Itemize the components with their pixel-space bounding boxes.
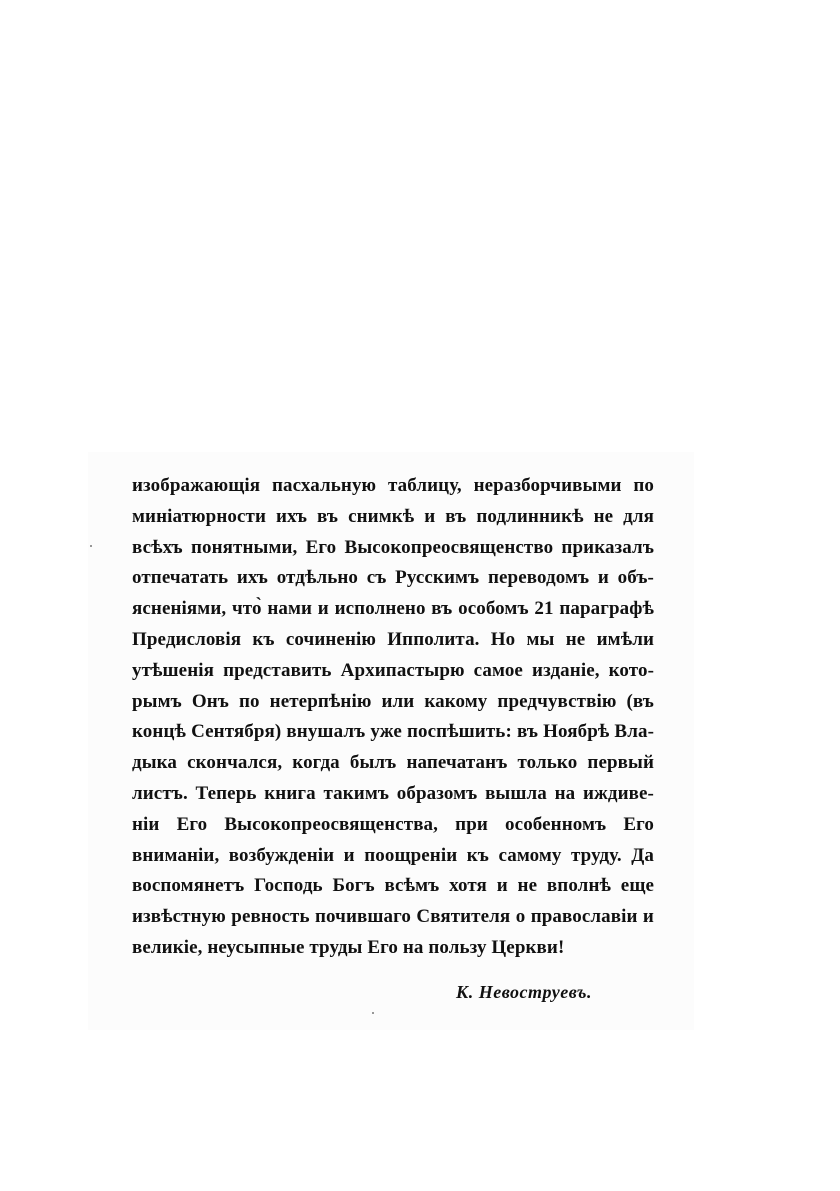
- text-line: изображающія пасхальную таблицу, неразборчивыми по: [132, 475, 654, 496]
- text-line: концѣ Сентября) внушалъ уже поспѣшить: въ Ноябрѣ Вла-: [132, 721, 654, 743]
- text-line: отпечатать ихъ отдѣльно съ Русскимъ переводомъ и объ-: [132, 567, 654, 589]
- text-line: ніи Его Высокопреосвященства, при особенномъ Его: [132, 813, 654, 835]
- text-line: рымъ Онъ по нетерпѣнію или какому предчувствію (въ: [132, 690, 654, 712]
- text-line: листъ. Теперь книга такимъ образомъ вышла на иждиве-: [132, 782, 654, 804]
- scan-speck: [90, 545, 92, 547]
- author-signature: К. Невоструевъ.: [456, 982, 593, 1002]
- text-line: вниманіи, возбужденіи и поощреніи къ самому труду. Да: [132, 844, 654, 866]
- text-line: ясненіями, что̀ нами и исполнено въ особомъ 21 параграфѣ: [132, 598, 654, 620]
- text-line: всѣхъ понятными, Его Высокопреосвященство приказалъ: [132, 536, 654, 558]
- text-line: великіе, неусыпные труды Его на пользу Церкви!: [132, 936, 565, 958]
- text-line: миніатюрности ихъ въ снимкѣ и въ подлинникѣ не для: [132, 505, 654, 527]
- body-paragraph: [132, 471, 654, 964]
- text-line: дыка скончался, когда былъ напечатанъ только первый: [132, 752, 654, 774]
- scan-speck: [372, 1012, 374, 1014]
- text-line: воспомянетъ Господь Богъ всѣмъ хотя и не вполнѣ еще: [132, 875, 654, 897]
- text-line: утѣшенія представить Архипастырю самое изданіе, кото-: [132, 659, 654, 681]
- text-line: извѣстную ревность почившаго Святителя о православіи и: [132, 906, 654, 928]
- text-line: Предисловія къ сочиненію Ипполита. Но мы не имѣли: [132, 628, 654, 650]
